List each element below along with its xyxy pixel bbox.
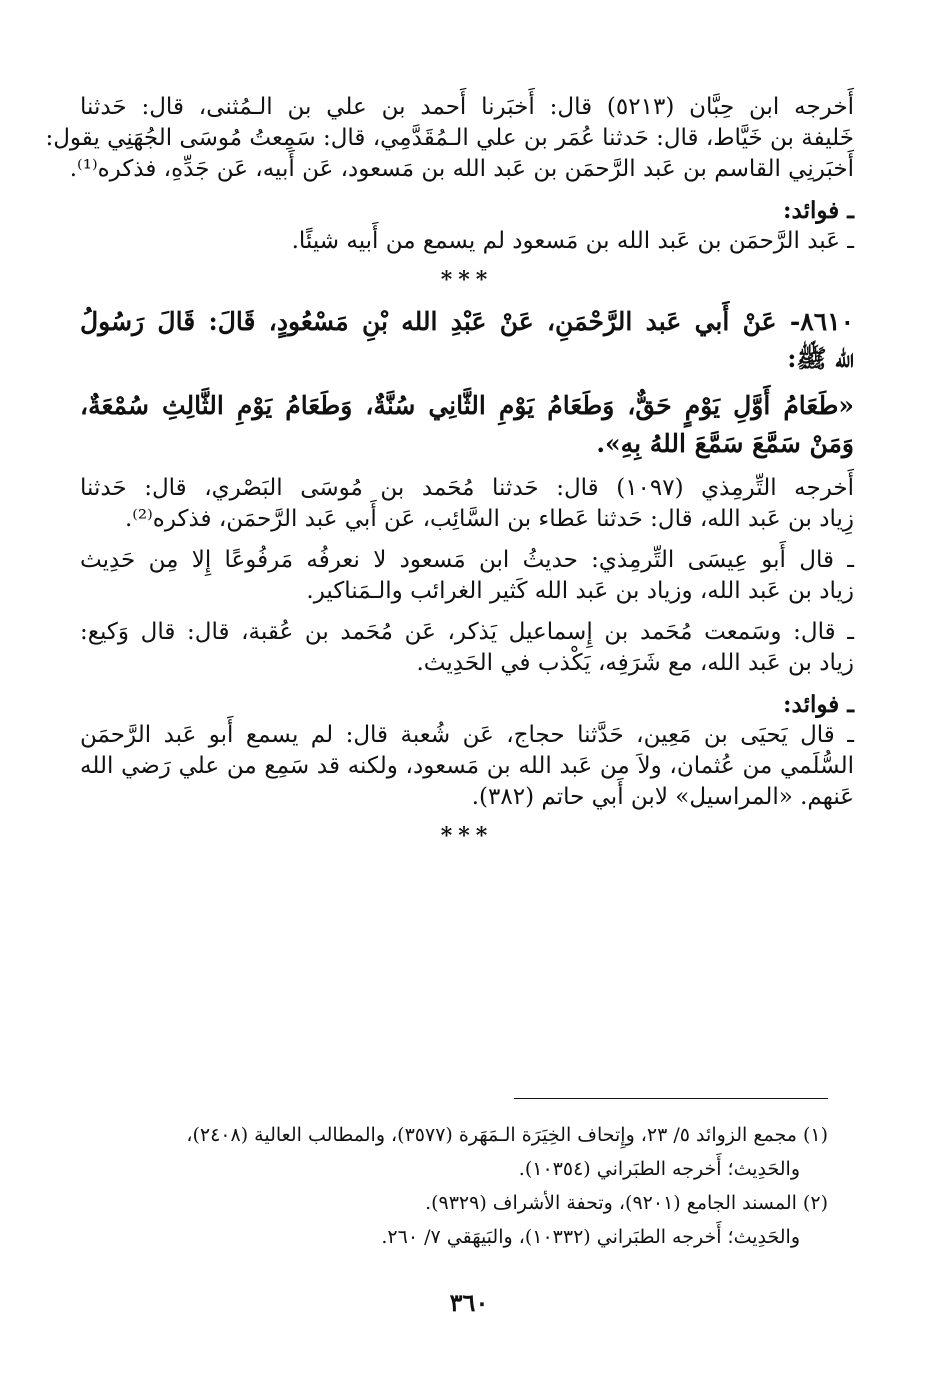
- footnote-line: (٢) المسند الجامع (٩٢٠١)، وتحفة الأشراف (٩٣٢٩).: [425, 1192, 828, 1214]
- text-line: ـ قال يَحيَى بن مَعِين، حَدَّثنا حجاج، عَن شُعبة قال: لم يسمع أَبو عَبد الرَّحمَن: [80, 722, 854, 748]
- text-line: أَخبَرنِي القاسم بن عَبد الرَّحمَن بن عَبد الله بن مَسعود، عَن أَبيه، عَن جَدِّهِ، فذكره⁽¹⁾.: [69, 156, 854, 182]
- text-line: أَخرجه ابن حِبَّان (٥٢١٣) قال: أَخبَرنا أَحمد بن علي بن الـمُثنى، قال: حَدثنا: [80, 94, 854, 120]
- text-line: ـ قال: وسَمعت مُحَمد بن إِسماعيل يَذكر، عَن مُحَمد بن عُقبة، قال: قال وَكيع:: [80, 619, 854, 645]
- footnote-line: والحَدِيث؛ أَخرجه الطبَراني (١٠٣٣٢)، والبَيهَقي ٧/ ٢٦٠.: [381, 1226, 800, 1248]
- fawaid-section-2: [80, 689, 854, 813]
- text-line: أَخرجه التِّرمِذي (١٠٩٧) قال: حَدثنا مُحَمد بن مُوسَى البَصْري، قال: حَدثنا: [80, 475, 855, 501]
- hadith-line: ٨٦١٠- عَنْ أَبي عَبد الرَّحْمَنِ، عَنْ عَبْدِ الله بْنِ مَسْعُودٍ، قَالَ: قَالَ رَسُولُ: [80, 307, 854, 336]
- fawaid-heading: ـ فوائد:: [783, 691, 854, 718]
- matn-line: «طَعَامُ أَوَّلِ يَوْمٍ حَقٌّ، وَطَعَامُ يَوْمِ الثَّانِي سُنَّةٌ، وَطَعَامُ يَوْمِ الثَّالِثِ سُمْعَةٌ،: [80, 391, 854, 420]
- text-line: خَليفة بن خَيَّاط، قال: حَدثنا عُمَر بن علي الـمُقَدَّمِي، قال: سَمِعتُ مُوسَى الجُهَنِي يقول:: [45, 125, 854, 151]
- footnote-line: والحَدِيث؛ أَخرجه الطبَراني (١٠٣٥٤).: [518, 1158, 800, 1180]
- text-line: عَنهم. «المراسيل» لابن أَبي حاتم (٣٨٢).: [471, 784, 854, 810]
- page-number: ٣٦٠: [449, 1288, 489, 1317]
- paragraph-ibn-hibban: [45, 92, 854, 185]
- text-line: زِياد بن عَبد الله، قال: حَدثنا عَطاء بن السَّائِب، عَن أَبي عَبد الرَّحمَن، فذكره⁽²⁾.: [124, 506, 854, 532]
- footnotes: [180, 1118, 828, 1254]
- text-line: ـ قال أَبو عِيسَى التِّرمِذي: حديثُ ابن مَسعود لا نعرفُه مَرفُوعًا إِلا مِن حَدِيث: [80, 547, 854, 573]
- paragraph-tirmidhi-comment: [80, 545, 854, 607]
- footnote-divider: [514, 1098, 828, 1099]
- section-separator: ***: [440, 823, 494, 849]
- paragraph-waki: [80, 617, 854, 679]
- hadith-heading: [80, 303, 854, 377]
- footnote-line: (١) مجمع الزوائد ٥/ ٢٣، وإِتحاف الخِيَرَة الـمَهَرة (٣٥٧٧)، والمطالب العالية (٢٤٠٨)،: [186, 1124, 828, 1146]
- fawaid-text: ـ عَبد الرَّحمَن بن عَبد الله بن مَسعود لم يسمع من أَبيه شيئًا.: [291, 228, 854, 254]
- fawaid-heading: ـ فوائد:: [783, 197, 854, 224]
- section-separator: ***: [440, 267, 494, 293]
- text-line: السُّلَمي من عُثمان، ولاَ من عَبد الله بن مَسعود، ولكنه قد سَمِع من علي رَضي الله: [80, 753, 854, 779]
- matn-line: وَمَنْ سَمَّعَ سَمَّعَ اللهُ بِهِ».: [596, 429, 854, 458]
- hadith-line: الله ﷺ:: [787, 344, 854, 373]
- page-body: [45, 92, 855, 859]
- fawaid-section-1: [80, 195, 854, 257]
- text-line: زياد بن عَبد الله، مع شَرَفِه، يَكْذب في الحَدِيث.: [416, 650, 854, 676]
- paragraph-tirmidhi: [80, 473, 854, 535]
- hadith-matn: [80, 387, 854, 463]
- text-line: زياد بن عَبد الله، وزياد بن عَبد الله كَثير الغرائب والـمَناكير.: [306, 578, 854, 604]
